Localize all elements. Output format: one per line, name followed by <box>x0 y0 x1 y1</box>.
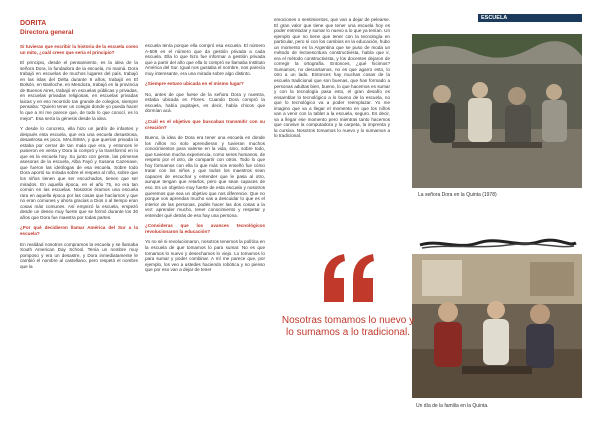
interview-answer: Y desde lo concreto, ella hizo un jardín de infantes y después esta escuela, que era una escuela desastrosa, desastrosa es poco, MALÍSIMA, y que querían privada la estaba por cerrar de tan mala que era, y entonces le pusieron en venta y Dora la compró y la transformó en lo que es la escuela hoy. Su junto con gente, las primeras asesoras de la escuela, Alba Fayó y Susana Cazenave, que fueron las ideólogas de esa escuela. Sobre todo Dora aportó su mirada sobre el respeto al niño, sobre que los niños tienen que ser escuchados, tienen que ser mirados. En aquella época, en el año 75, no era tan común en las escuelas. Nosotros éramos una escuela rara en aquella época por las cosas que hacíamos y que no eran comunes y ahora gracias a Dios o al tiempo eran cosas más comunes. Así empezó la escuela, empezó desde un deseo muy fuerte que se formó durante los 30 años que Dora fue maestra por todas partes. <box>20 126 138 220</box>
interview-answer: En realidad nosotros compramos la escuela y se llamaba South American Day School. Tenía un nombre muy pomposo y era un desastre, y Dora inmediatamente le cambió el nombre al castellano, pero respetó el nombre que la <box>20 241 138 269</box>
quote-mark-icon <box>320 252 378 308</box>
interview-question: ¿Cuál es el objetivo que buscaban transmitir con su creación? <box>145 119 265 130</box>
article-column-1 <box>20 44 138 274</box>
article-column-2 <box>145 43 265 278</box>
interview-answer: El principio, desde el pensamiento, es la idea de la señora Dora, la fundadora de la escuela, mi mamá. Dora trabajó en escuelas de muchos lugares del país, trabajó en las islas del Delta durante 8 años, trabajó en El Bolsón, en Bariloche, en Mendoza, trabajó en la provincia de Buenos Aires, trabajó en escuelas públicas y privadas, en escuelas privadas religiosas, en escuelas privadas laicas y en eso recorrido tan grande de colegios, siempre pensaba: "Quiero tener un colegio donde yo pueda hacer lo que a mí me parece que, de todo lo que conocí, es lo mejor". Esa sería la génesis desde la idea. <box>20 60 138 121</box>
interview-question: ¿Consideras que los avances tecnológicos revolucionaron la educación? <box>145 223 265 234</box>
interview-answer: Bueno, la idea de Dora era tener una escuela en donde los niños no solo aprendieran y tuvieran muchos conocimientos para valerse en la vida, sino, sobre todo, que tuvieran mucha experiencia, como seres humanos, de respeto por el otro, de compartir con otros. Todo lo que hoy formamos con ella lo que más nos enseñó fue cómo tratar con los niños y que todos los maestros sean capaces de escuchar y entender que le pasa al otro, aunque tengan que retarlos, pero que sean capaces de eso. Es un objetivo muy fuerte de esta escuela y nosotros queremos que sea un objetivo que nos diferencie. Que no porque vos aprendas mucho vas a descuidar lo que es el interior de las personas, podés hacer las dos cosas a la vez: aprender mucho, tener conocimiento y respetar y entender qué detrás de eso hay una persona. <box>145 135 265 218</box>
interview-answer: escuela tenía porque ella compró esa escuela. El número A-509 es el número que da gestión privada a cada escuela. Ella lo que hizo fue informar a gestión privada que a partir del año que ella lo compró se llamaba Instituto América del Sur. Igual nos gustaba el nombre, nos parecía muy interesante, era una mirada sobre algo distinto. <box>145 43 265 76</box>
photo-caption: Un día de la familia en la Quinta. <box>416 403 489 409</box>
interview-question: ¿Siempre estuvo ubicada en el mismo lugar? <box>145 81 244 87</box>
photo-dora-quinta <box>412 34 582 188</box>
interview-question: ¿Por qué decidieron llamar América del Sur a la escuela? <box>20 225 138 236</box>
interview-answer: No, antes de que fuese de la señora Dora y nuestra, estaba ubicada en Flores. Cuando Dora compró la escuela, había pupitajes, es decir, había chicos que dormían acá. <box>145 91 265 114</box>
section-tag: ESCUELA <box>478 14 582 22</box>
decorative-scribble <box>418 236 578 252</box>
interview-question: Si tuvieras que escribir la historia de la escuela como un mito, ¿cuál crees que sería el principio? <box>20 44 138 55</box>
interview-answer: emociones o sentimientos, que van a dejar de pelearse. El gran valor que tiene que tener una escuela hoy es poder entrelazar y sumar lo nuevo a lo que ya tenían. Un ejemplo que no tiene que tener con la tecnología en particular, pero sí con los cambios en la educación, hubo un momento en la Argentina que se puso de moda un método de lectoescritura constructivista, había que ir, era el método constructivista, y los docentes dejaron de corregir la ortografía. Entonces, ¿qué hicimos? Sumamos, no descartamos, no es que agarro esto, lo otro a un lado. Entonces hay muchas cosas de la escuela tradicional que son buenas, que han formado a personas adultas bien, bueno, lo que hacemos es sumar y con la tecnología pasa esto, el gran desafío es ensamblar lo tecnológico a lo bueno de la escuela, no que lo tecnológico va a poder reemplazar. Yo me imagino que va a llegar el momento en que los niños van a venir con la tablet a la escuela, seguro. Es decir, va a llegar ese momento pero mientras tanto hacemos que convive la computadora y la carpeta, la imprenta y la cursiva. Nosotros tomamos lo nuevo y lo sumamos a lo tradicional. <box>274 17 390 139</box>
interview-answer: Yo no sé si revolucionaron, nosotros tenemos la política en la escuela de que tomamos lo para sumar. No es que tomamos lo nuevo y desechamos lo viejo. Lo tomamos lo para sumar y poder combinar. A mí me parece que, por ejemplo, los veo a ustedes haciendo robótica y no pienso que por eso van a dejar de tener <box>145 239 265 273</box>
author-role: Directora general <box>20 29 74 36</box>
article-column-3 <box>274 17 390 144</box>
photo-caption: La señora Dora en la Quinta (1978) <box>418 192 497 198</box>
author-name: DORITA <box>20 20 47 27</box>
photo-family-day <box>412 254 582 398</box>
pull-quote: Nosotras tomamos lo nuevo y lo sumamos a lo tradicional. <box>281 315 415 338</box>
